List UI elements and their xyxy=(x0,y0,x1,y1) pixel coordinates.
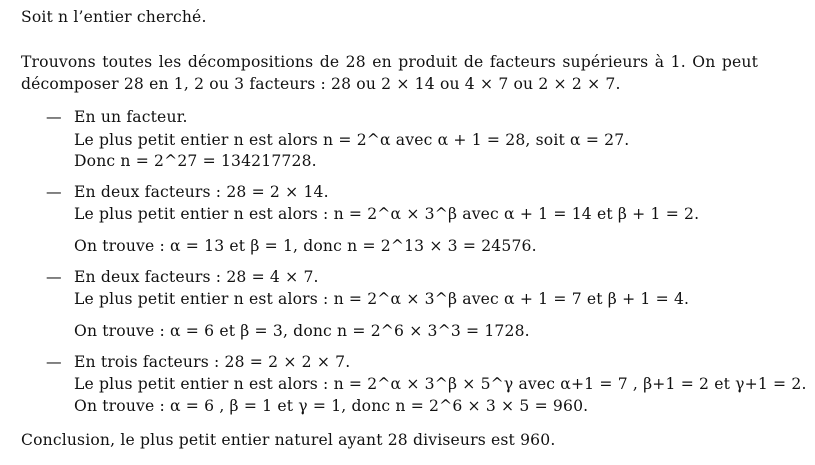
case-4-line-2: On trouve : α = 6 , β = 1 et γ = 1, donc n = 2^6 × 3 × 5 = 960. xyxy=(74,397,589,415)
case-3-dash: — xyxy=(46,268,62,286)
case-1-line-1: Le plus petit entier n est alors n = 2^α avec α + 1 = 28, soit α = 27. xyxy=(74,131,630,149)
case-1-dash: — xyxy=(46,108,62,126)
case-1-title: En un facteur. xyxy=(74,108,188,126)
case-3-line-1: Le plus petit entier n est alors : n = 2^α × 3^β avec α + 1 = 7 et β + 1 = 4. xyxy=(74,290,690,308)
case-3-title: En deux facteurs : 28 = 4 × 7. xyxy=(74,268,319,286)
conclusion-line: Conclusion, le plus petit entier naturel ayant 28 diviseurs est 960. xyxy=(21,431,556,449)
case-4-line-1: Le plus petit entier n est alors : n = 2^α × 3^β × 5^γ avec α+1 = 7 , β+1 = 2 et γ+1 = 2. xyxy=(74,375,807,393)
case-2-title: En deux facteurs : 28 = 2 × 14. xyxy=(74,183,329,201)
case-1-line-2: Donc n = 2^27 = 134217728. xyxy=(74,152,317,170)
case-4-title: En trois facteurs : 28 = 2 × 2 × 7. xyxy=(74,353,351,371)
intro-line: Soit n l’entier cherché. xyxy=(21,8,207,26)
paragraph-line-2: décomposer 28 en 1, 2 ou 3 facteurs : 28 ou 2 × 14 ou 4 × 7 ou 2 × 2 × 7. xyxy=(21,75,621,93)
case-4-dash: — xyxy=(46,353,62,371)
case-2-line-2: On trouve : α = 13 et β = 1, donc n = 2^13 × 3 = 24576. xyxy=(74,237,537,255)
paragraph-line-1: Trouvons toutes les décompositions de 28 en produit de facteurs supérieurs à 1. On peut xyxy=(21,53,758,71)
case-3-line-2: On trouve : α = 6 et β = 3, donc n = 2^6 × 3^3 = 1728. xyxy=(74,322,530,340)
case-2-dash: — xyxy=(46,183,62,201)
case-2-line-1: Le plus petit entier n est alors : n = 2^α × 3^β avec α + 1 = 14 et β + 1 = 2. xyxy=(74,205,700,223)
